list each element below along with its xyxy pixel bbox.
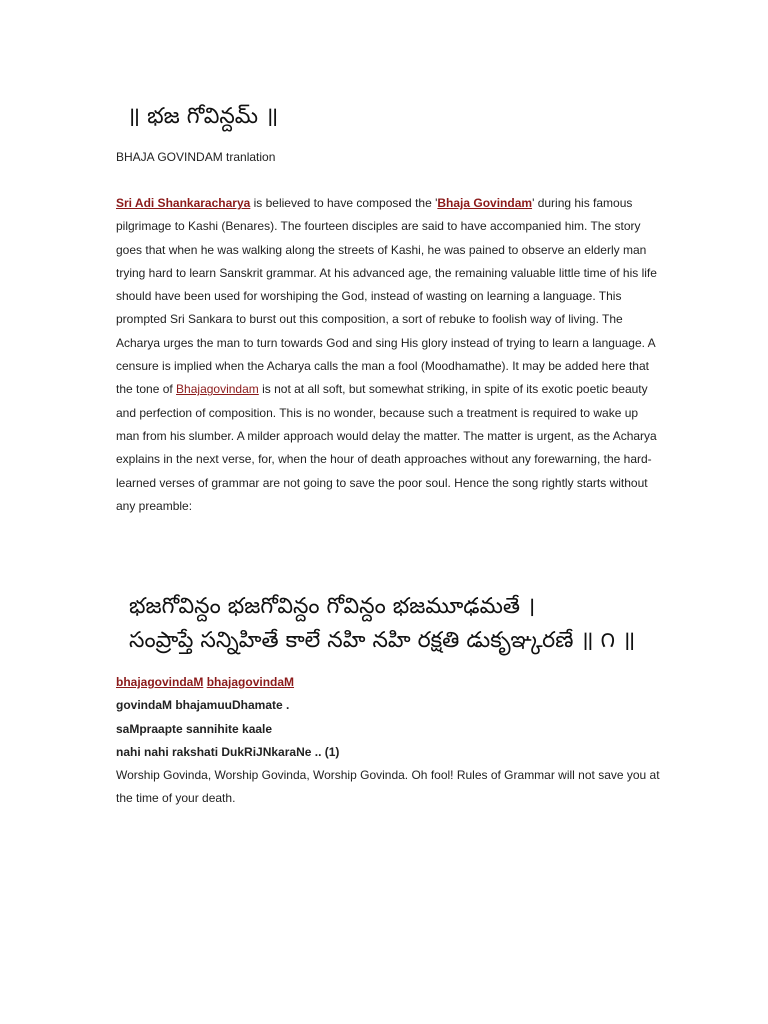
verse-line-2: సంప్రాప్తే సన్నిహితే కాలే నహి నహి రక్షతి డుకృఞ్కరణే ॥ ౧ ॥	[129, 628, 636, 653]
intro-text-3: is not at all soft, but somewhat striking, in spite of its exotic poetic beauty and perfection of composition. This is no wonder, because such a treatment is required to wake up man from his slumber. A milder approach would delay the matter. The matter is urgent, as the Acharya explains in the next verse, for, when the hour of death approaches without any forewarning, the hard-learned verses of grammar are not going to save the poor soul. Hence the song rightly starts without any preamble:	[116, 382, 657, 513]
bhajagovindam-link-2[interactable]: bhajagovindaM	[206, 675, 295, 689]
intro-text-2: ' during his famous pilgrimage to Kashi (Benares). The fourteen disciples are said to have accompanied him. The story goes that when he was walking along the streets of Kashi, he was pained to observe an elderly man trying hard to learn Sanskrit grammar. At his advanced age, the remaining valuable little time of his life should have been used for worshiping the God, instead of wasting on learning a language. This prompted Sri Sankara to burst out this composition, a sort of rebuke to foolish way of living. The Acharya urges the man to turn towards God and sing His glory instead of trying to learn a language. A censure is implied when the Acharya calls the man a fool (Moodhamathe). It may be added here that the tone of	[116, 196, 657, 397]
telugu-verse	[129, 590, 635, 658]
intro-paragraph	[116, 192, 661, 518]
verse-line-1: భజగోవిన్దం భజగోవిన్దం గోవిన్దం భజమూఢమతే ।	[129, 594, 536, 619]
bhajagovindam-link-1[interactable]: bhajagovindaM	[116, 675, 204, 689]
translit-line-2: govindaM bhajamuuDhamate .	[116, 698, 290, 713]
transliteration-block	[116, 671, 661, 811]
telugu-title: ॥ భజ గోవిన్దమ్ ॥	[127, 104, 279, 129]
bhajagovindam-link[interactable]: Bhajagovindam	[176, 382, 259, 397]
translit-line-4: nahi nahi rakshati DukRiJNkaraNe .. (1)	[116, 744, 340, 759]
document-page	[116, 0, 661, 1024]
translation-text: Worship Govinda, Worship Govinda, Worship Govinda. Oh fool! Rules of Grammar will not save you at the time of your death.	[116, 768, 660, 806]
shankaracharya-link[interactable]: Sri Adi Shankaracharya	[116, 196, 251, 210]
translit-line-1	[116, 671, 661, 694]
bhaja-govindam-link[interactable]: Bhaja Govindam	[437, 196, 533, 210]
document-subtitle: BHAJA GOVINDAM tranlation	[116, 150, 276, 164]
intro-text-1: is believed to have composed the '	[250, 196, 438, 210]
translit-line-3: saMpraapte sannihite kaale	[116, 721, 273, 736]
